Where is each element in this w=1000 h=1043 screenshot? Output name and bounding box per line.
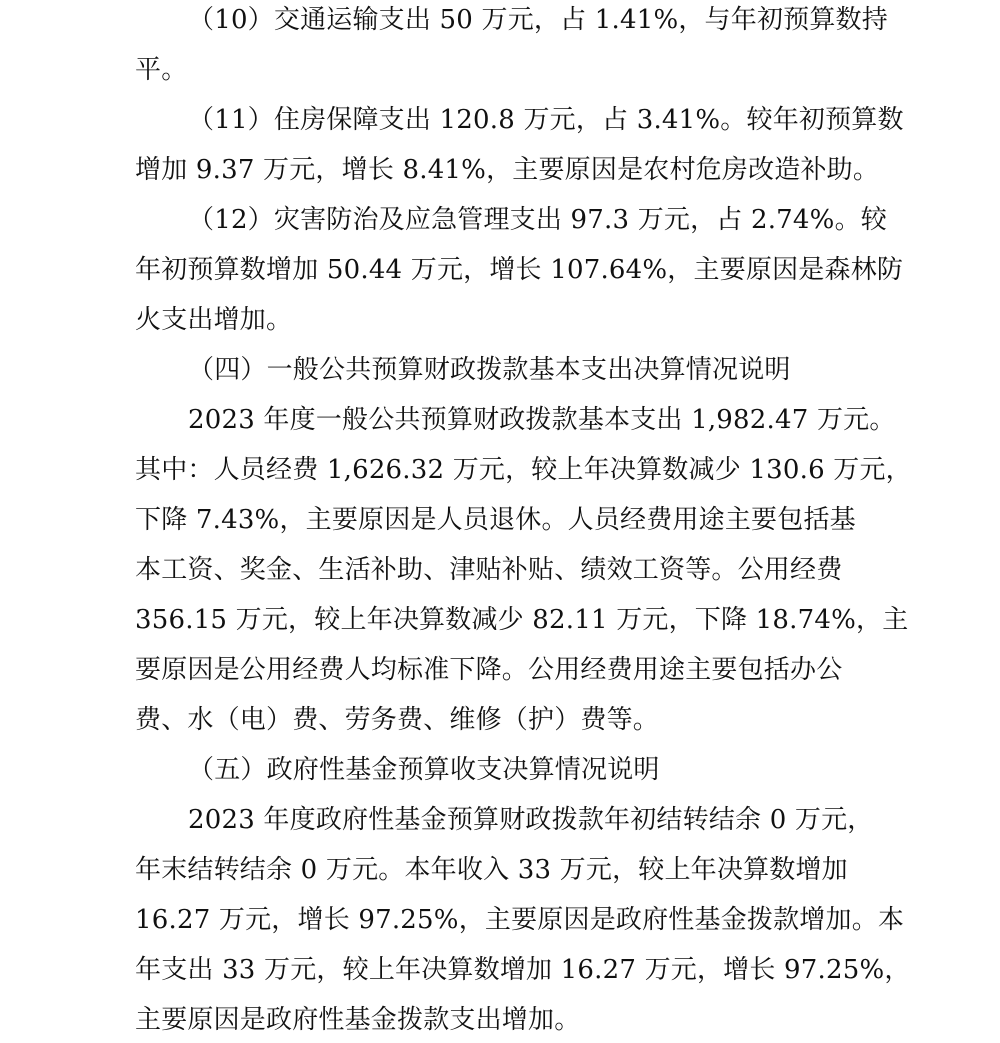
paragraph-line: 年末结转结余 0 万元。本年收入 33 万元，较上年决算数增加 bbox=[135, 855, 848, 885]
paragraph-line: （11）住房保障支出 120.8 万元，占 3.41%。较年初预算数 bbox=[188, 105, 904, 135]
paragraph-line: 主要原因是政府性基金拨款支出增加。 bbox=[135, 1005, 581, 1035]
section-heading: （五）政府性基金预算收支决算情况说明 bbox=[188, 755, 660, 785]
paragraph-line: （12）灾害防治及应急管理支出 97.3 万元，占 2.74%。较 bbox=[188, 205, 887, 235]
paragraph-line: 2023 年度政府性基金预算财政拨款年初结转结余 0 万元， bbox=[188, 805, 874, 835]
paragraph-line: （10）交通运输支出 50 万元，占 1.41%，与年初预算数持 bbox=[188, 5, 888, 35]
paragraph-line: 火支出增加。 bbox=[135, 305, 293, 335]
paragraph-line: 16.27 万元，增长 97.25%，主要原因是政府性基金拨款增加。本 bbox=[135, 905, 905, 935]
paragraph-line: 平。 bbox=[135, 55, 188, 85]
paragraph-line: 下降 7.43%，主要原因是人员退休。人员经费用途主要包括基 bbox=[135, 505, 856, 535]
paragraph-line: 费、水（电）费、劳务费、维修（护）费等。 bbox=[135, 705, 660, 735]
paragraph-line: 本工资、奖金、生活补助、津贴补贴、绩效工资等。公用经费 bbox=[135, 555, 843, 585]
paragraph-line: 2023 年度一般公共预算财政拨款基本支出 1,982.47 万元。 bbox=[188, 405, 896, 435]
paragraph-line: 要原因是公用经费人均标准下降。公用经费用途主要包括办公 bbox=[135, 655, 843, 685]
paragraph-line: 增加 9.37 万元，增长 8.41%，主要原因是农村危房改造补助。 bbox=[135, 155, 880, 185]
section-heading: （四）一般公共预算财政拨款基本支出决算情况说明 bbox=[188, 355, 791, 385]
paragraph-line: 年初预算数增加 50.44 万元，增长 107.64%，主要原因是森林防 bbox=[135, 255, 904, 285]
paragraph-line: 其中：人员经费 1,626.32 万元，较上年决算数减少 130.6 万元， bbox=[135, 455, 912, 485]
paragraph-line: 年支出 33 万元，较上年决算数增加 16.27 万元，增长 97.25%， bbox=[135, 955, 911, 985]
paragraph-line: 356.15 万元，较上年决算数减少 82.11 万元，下降 18.74%，主 bbox=[135, 605, 909, 635]
